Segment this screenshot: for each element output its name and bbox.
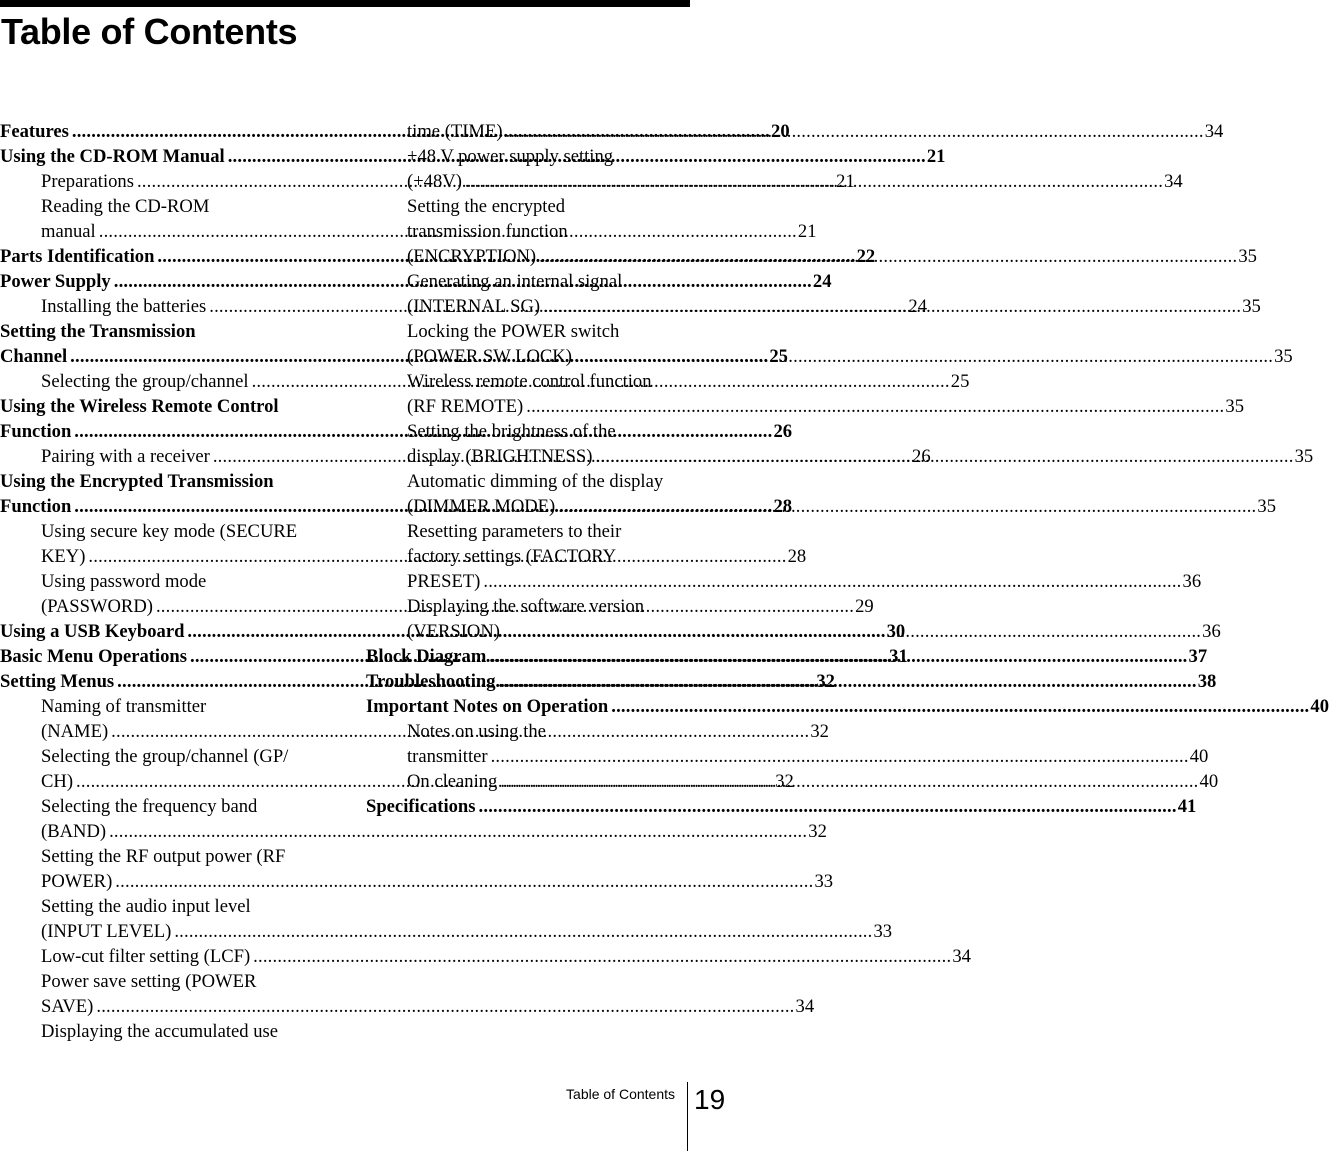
toc-entry-text: Pairing with a receiver bbox=[41, 446, 210, 467]
toc-entry-text: Block Diagram bbox=[366, 646, 487, 667]
toc-entry-text: Important Notes on Operation bbox=[366, 696, 609, 717]
toc-entry-text: Setting the brightness of the bbox=[407, 421, 616, 442]
toc-entry-page: 32 bbox=[816, 671, 835, 692]
toc-entry-text: Using secure key mode (SECURE bbox=[41, 521, 298, 542]
toc-entry[interactable] bbox=[0, 319, 320, 344]
toc-entry-text: transmitter bbox=[407, 746, 488, 767]
toc-entry[interactable] bbox=[366, 219, 686, 244]
toc-entry[interactable] bbox=[366, 744, 1209, 769]
toc-entry-text: CH) bbox=[41, 771, 74, 792]
toc-entry-text: Resetting parameters to their bbox=[407, 521, 622, 542]
toc-entry-text: Features bbox=[0, 121, 69, 142]
toc-entry-text: (PASSWORD) bbox=[41, 596, 153, 617]
toc-entry-page: 35 bbox=[1274, 346, 1293, 367]
toc-entry[interactable] bbox=[366, 394, 1244, 419]
toc-entry-text: Setting the Transmission bbox=[0, 321, 196, 342]
toc-entry-page: 34 bbox=[795, 996, 815, 1017]
dot-leader bbox=[608, 694, 1310, 719]
toc-entry-page: 25 bbox=[950, 371, 970, 392]
toc-entry-page: 25 bbox=[769, 346, 788, 367]
toc-entry[interactable] bbox=[366, 594, 686, 619]
dot-leader bbox=[106, 819, 808, 844]
toc-entry[interactable] bbox=[0, 394, 320, 419]
toc-entry-text: time (TIME) bbox=[407, 121, 503, 142]
toc-entry-page: 40 bbox=[1199, 771, 1219, 792]
toc-entry-page: 33 bbox=[873, 921, 893, 942]
dot-leader bbox=[480, 569, 1182, 594]
toc-entry-text: display (BRIGHTNESS) bbox=[407, 446, 593, 467]
toc-entry-text: transmission function bbox=[407, 221, 568, 242]
page-title: Table of Contents bbox=[1, 11, 298, 52]
toc-entry-text: Naming of transmitter bbox=[41, 696, 207, 717]
toc-entry-text: (RF REMOTE) bbox=[407, 396, 524, 417]
toc-entry-text: Function bbox=[0, 421, 72, 442]
toc-entry[interactable] bbox=[0, 519, 320, 544]
toc-entry[interactable] bbox=[0, 1019, 320, 1044]
toc-entry-page: 30 bbox=[886, 621, 906, 642]
toc-entry-text: SAVE) bbox=[41, 996, 94, 1017]
toc-entry-text: Basic Menu Operations bbox=[0, 646, 187, 667]
dot-leader bbox=[93, 994, 795, 1019]
toc-entry-text: (VERSION) bbox=[407, 621, 500, 642]
toc-entry[interactable] bbox=[366, 694, 1329, 719]
toc-entry-text: manual bbox=[41, 221, 96, 242]
toc-entry-text: Locking the POWER switch bbox=[407, 321, 620, 342]
toc-entry[interactable] bbox=[0, 994, 815, 1019]
dot-leader bbox=[250, 944, 952, 969]
toc-entry[interactable] bbox=[0, 869, 834, 894]
footer-rule bbox=[687, 1082, 688, 1151]
toc-entry-page: 35 bbox=[1242, 296, 1261, 317]
toc-entry[interactable] bbox=[0, 969, 320, 994]
toc-entry-text: (INPUT LEVEL) bbox=[41, 921, 172, 942]
toc-entry-page: 22 bbox=[856, 246, 876, 267]
top-rule bbox=[0, 0, 690, 7]
toc-entry-text: Setting Menus bbox=[0, 671, 115, 692]
toc-entry-text: Function bbox=[0, 496, 72, 517]
dot-leader bbox=[171, 919, 873, 944]
toc-entry-page: 28 bbox=[773, 496, 793, 517]
toc-entry[interactable] bbox=[0, 819, 827, 844]
dot-leader bbox=[523, 394, 1225, 419]
toc-entry[interactable] bbox=[0, 794, 320, 819]
toc-entry-page: 21 bbox=[797, 221, 817, 242]
toc-entry-page: 29 bbox=[855, 596, 874, 617]
dot-leader bbox=[536, 244, 1238, 269]
toc-entry[interactable] bbox=[366, 469, 686, 494]
dot-leader bbox=[500, 619, 1202, 644]
dot-leader bbox=[462, 169, 1164, 194]
toc-entry-page: 36 bbox=[1202, 621, 1221, 642]
toc-entry-page: 36 bbox=[1182, 571, 1202, 592]
toc-entry[interactable] bbox=[366, 419, 686, 444]
toc-entry[interactable] bbox=[0, 469, 320, 494]
toc-entry-text: KEY) bbox=[41, 546, 86, 567]
toc-entry-page: 40 bbox=[1189, 746, 1209, 767]
dot-leader bbox=[555, 494, 1257, 519]
dot-leader bbox=[486, 644, 1188, 669]
toc-entry-text: Low-cut filter setting (LCF) bbox=[41, 946, 251, 967]
toc-entry-page: 35 bbox=[1238, 246, 1257, 267]
footer-section-label: Table of Contents bbox=[566, 1086, 675, 1102]
toc-entry-text: (INTERNAL SG) bbox=[407, 296, 541, 317]
toc-entry-page: 38 bbox=[1197, 671, 1217, 692]
toc-entry[interactable] bbox=[366, 319, 686, 344]
toc-entry-text: (DIMMER MODE) bbox=[407, 496, 556, 517]
toc-entry-page: 31 bbox=[889, 646, 908, 667]
toc-entry-page: 41 bbox=[1177, 796, 1197, 817]
toc-entry-text: Generating an internal signal bbox=[407, 271, 623, 292]
toc-entry-page: 21 bbox=[926, 146, 946, 167]
toc-entry-text: +48 V power supply setting bbox=[407, 146, 614, 167]
toc-entry[interactable] bbox=[366, 269, 686, 294]
toc-entry-page: 20 bbox=[771, 121, 790, 142]
toc-entry-text: Using password mode bbox=[41, 571, 207, 592]
toc-entry[interactable] bbox=[0, 894, 320, 919]
toc-entry[interactable] bbox=[0, 944, 971, 969]
toc-entry-page: 32 bbox=[810, 721, 829, 742]
toc-entry-text: Setting the RF output power (RF bbox=[41, 846, 286, 867]
toc-entry-page: 24 bbox=[812, 271, 832, 292]
toc-entry-page: 32 bbox=[808, 821, 827, 842]
toc-entry-text: On cleaning bbox=[407, 771, 498, 792]
toc-entry[interactable] bbox=[366, 194, 686, 219]
toc-entry-text: (POWER SW LOCK) bbox=[407, 346, 572, 367]
toc-entry[interactable] bbox=[0, 919, 893, 944]
toc-entry[interactable] bbox=[366, 719, 686, 744]
toc-entry-text: Wireless remote control function bbox=[407, 371, 652, 392]
toc-entry-page: 40 bbox=[1310, 696, 1329, 717]
toc-entry[interactable] bbox=[366, 369, 686, 394]
toc-entry-page: 21 bbox=[836, 171, 855, 192]
toc-entry[interactable] bbox=[366, 144, 686, 169]
toc-entry-text: Setting the encrypted bbox=[407, 196, 566, 217]
toc-entry-text: Channel bbox=[0, 346, 68, 367]
toc-entry-page: 35 bbox=[1294, 446, 1314, 467]
toc-entry-text: PRESET) bbox=[407, 571, 481, 592]
dot-leader bbox=[112, 869, 814, 894]
dot-leader bbox=[488, 744, 1190, 769]
dot-leader bbox=[476, 794, 1178, 819]
toc-entry-page: 34 bbox=[1204, 121, 1224, 142]
toc-entry-page: 26 bbox=[912, 446, 931, 467]
toc-entry-page: 26 bbox=[773, 421, 793, 442]
toc-entry-text: Power Supply bbox=[0, 271, 111, 292]
toc-entry[interactable] bbox=[0, 569, 320, 594]
toc-entry-text: Using the Wireless Remote Control bbox=[0, 396, 279, 417]
toc-entry-text: Troubleshooting bbox=[366, 671, 496, 692]
dot-leader bbox=[592, 444, 1294, 469]
page-number: 19 bbox=[694, 1084, 726, 1115]
dot-leader bbox=[540, 294, 1242, 319]
toc-entry-text: Automatic dimming of the display bbox=[407, 471, 664, 492]
toc-entry[interactable] bbox=[0, 844, 320, 869]
toc-entry-page: 24 bbox=[908, 296, 928, 317]
toc-entry-text: Using the Encrypted Transmission bbox=[0, 471, 274, 492]
toc-entry-text: (BAND) bbox=[41, 821, 107, 842]
toc-entry[interactable] bbox=[0, 194, 320, 219]
toc-entry-text: Power save setting (POWER bbox=[41, 971, 257, 992]
toc-entry[interactable] bbox=[366, 569, 1202, 594]
toc-entry[interactable] bbox=[0, 694, 320, 719]
toc-entry-page: 34 bbox=[952, 946, 971, 967]
toc-entry-text: Displaying the accumulated use bbox=[41, 1021, 278, 1042]
toc-entry-page: 34 bbox=[1164, 171, 1183, 192]
dot-leader bbox=[497, 769, 1199, 794]
dot-leader bbox=[503, 119, 1205, 144]
toc-entry-page: 37 bbox=[1188, 646, 1208, 667]
toc-entry-text: Specifications bbox=[366, 796, 476, 817]
dot-leader bbox=[496, 669, 1198, 694]
toc-entry-text: Selecting the group/channel (GP/ bbox=[41, 746, 289, 767]
toc-entry-page: 32 bbox=[775, 771, 794, 792]
toc-entry[interactable] bbox=[366, 519, 686, 544]
toc-entry-text: POWER) bbox=[41, 871, 113, 892]
toc-entry-text: (ENCRYPTION) bbox=[407, 246, 537, 267]
toc-entry[interactable] bbox=[0, 744, 320, 769]
toc-entry-text: factory settings (FACTORY bbox=[407, 546, 616, 567]
toc-entry-page: 35 bbox=[1225, 396, 1244, 417]
dot-leader bbox=[572, 344, 1274, 369]
toc-entry[interactable] bbox=[366, 794, 1197, 819]
toc-entry-text: (NAME) bbox=[41, 721, 109, 742]
toc-entry-text: Selecting the frequency band bbox=[41, 796, 258, 817]
toc-entry-text: Using a USB Keyboard bbox=[0, 621, 185, 642]
toc-entry-text: Selecting the group/channel bbox=[41, 371, 249, 392]
toc-entry-text: Using the CD-ROM Manual bbox=[0, 146, 225, 167]
toc-entry-text: Parts Identification bbox=[0, 246, 155, 267]
toc-entry[interactable] bbox=[366, 544, 686, 569]
toc-entry-text: Installing the batteries bbox=[41, 296, 207, 317]
toc-entry-text: Preparations bbox=[41, 171, 134, 192]
toc-entry-page: 35 bbox=[1257, 496, 1277, 517]
toc-entry-page: 33 bbox=[814, 871, 834, 892]
toc-entry-text: Displaying the software version bbox=[407, 596, 645, 617]
toc-entry-text: Reading the CD-ROM bbox=[41, 196, 210, 217]
toc-entry-text: Notes on using the bbox=[407, 721, 546, 742]
toc-entry-text: Setting the audio input level bbox=[41, 896, 251, 917]
toc-entry-text: (+48V) bbox=[407, 171, 462, 192]
toc-entry-page: 28 bbox=[787, 546, 807, 567]
